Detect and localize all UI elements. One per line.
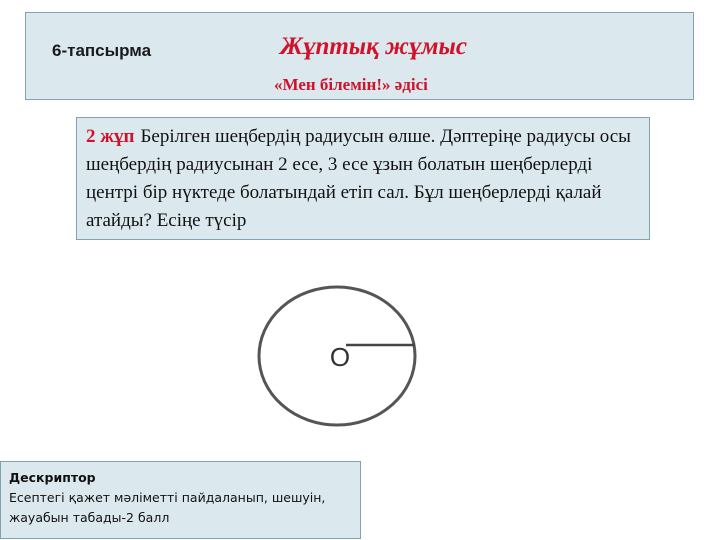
descriptor-title: Дескриптор <box>9 470 96 485</box>
pair-label: 2 жұп <box>86 126 135 147</box>
circle-diagram <box>255 282 420 432</box>
header-panel <box>25 12 694 100</box>
task-number-label: 6-тапсырма <box>52 41 152 60</box>
method-title: «Мен білемін!» әдісі <box>274 75 428 94</box>
task-panel <box>76 117 650 240</box>
work-type-title: Жұптық жұмыс <box>280 33 467 60</box>
descriptor-panel <box>0 461 361 539</box>
task-text: Берілген шеңбердің радиусын өлше. Дәптеріңе радиусы осы шеңбердің радиусынан 2 есе, 3 есе ұзын болатын шеңберлерді центрі бір нүктеде болатындай етіп сал. Бұл шеңберлерді қалай атайды? Есіңе түсір <box>86 126 631 231</box>
center-point-label: O <box>329 342 351 372</box>
descriptor-text: Есептегі қажет мәліметті пайдаланып, шешуін, жауабын табады-2 балл <box>9 490 326 525</box>
